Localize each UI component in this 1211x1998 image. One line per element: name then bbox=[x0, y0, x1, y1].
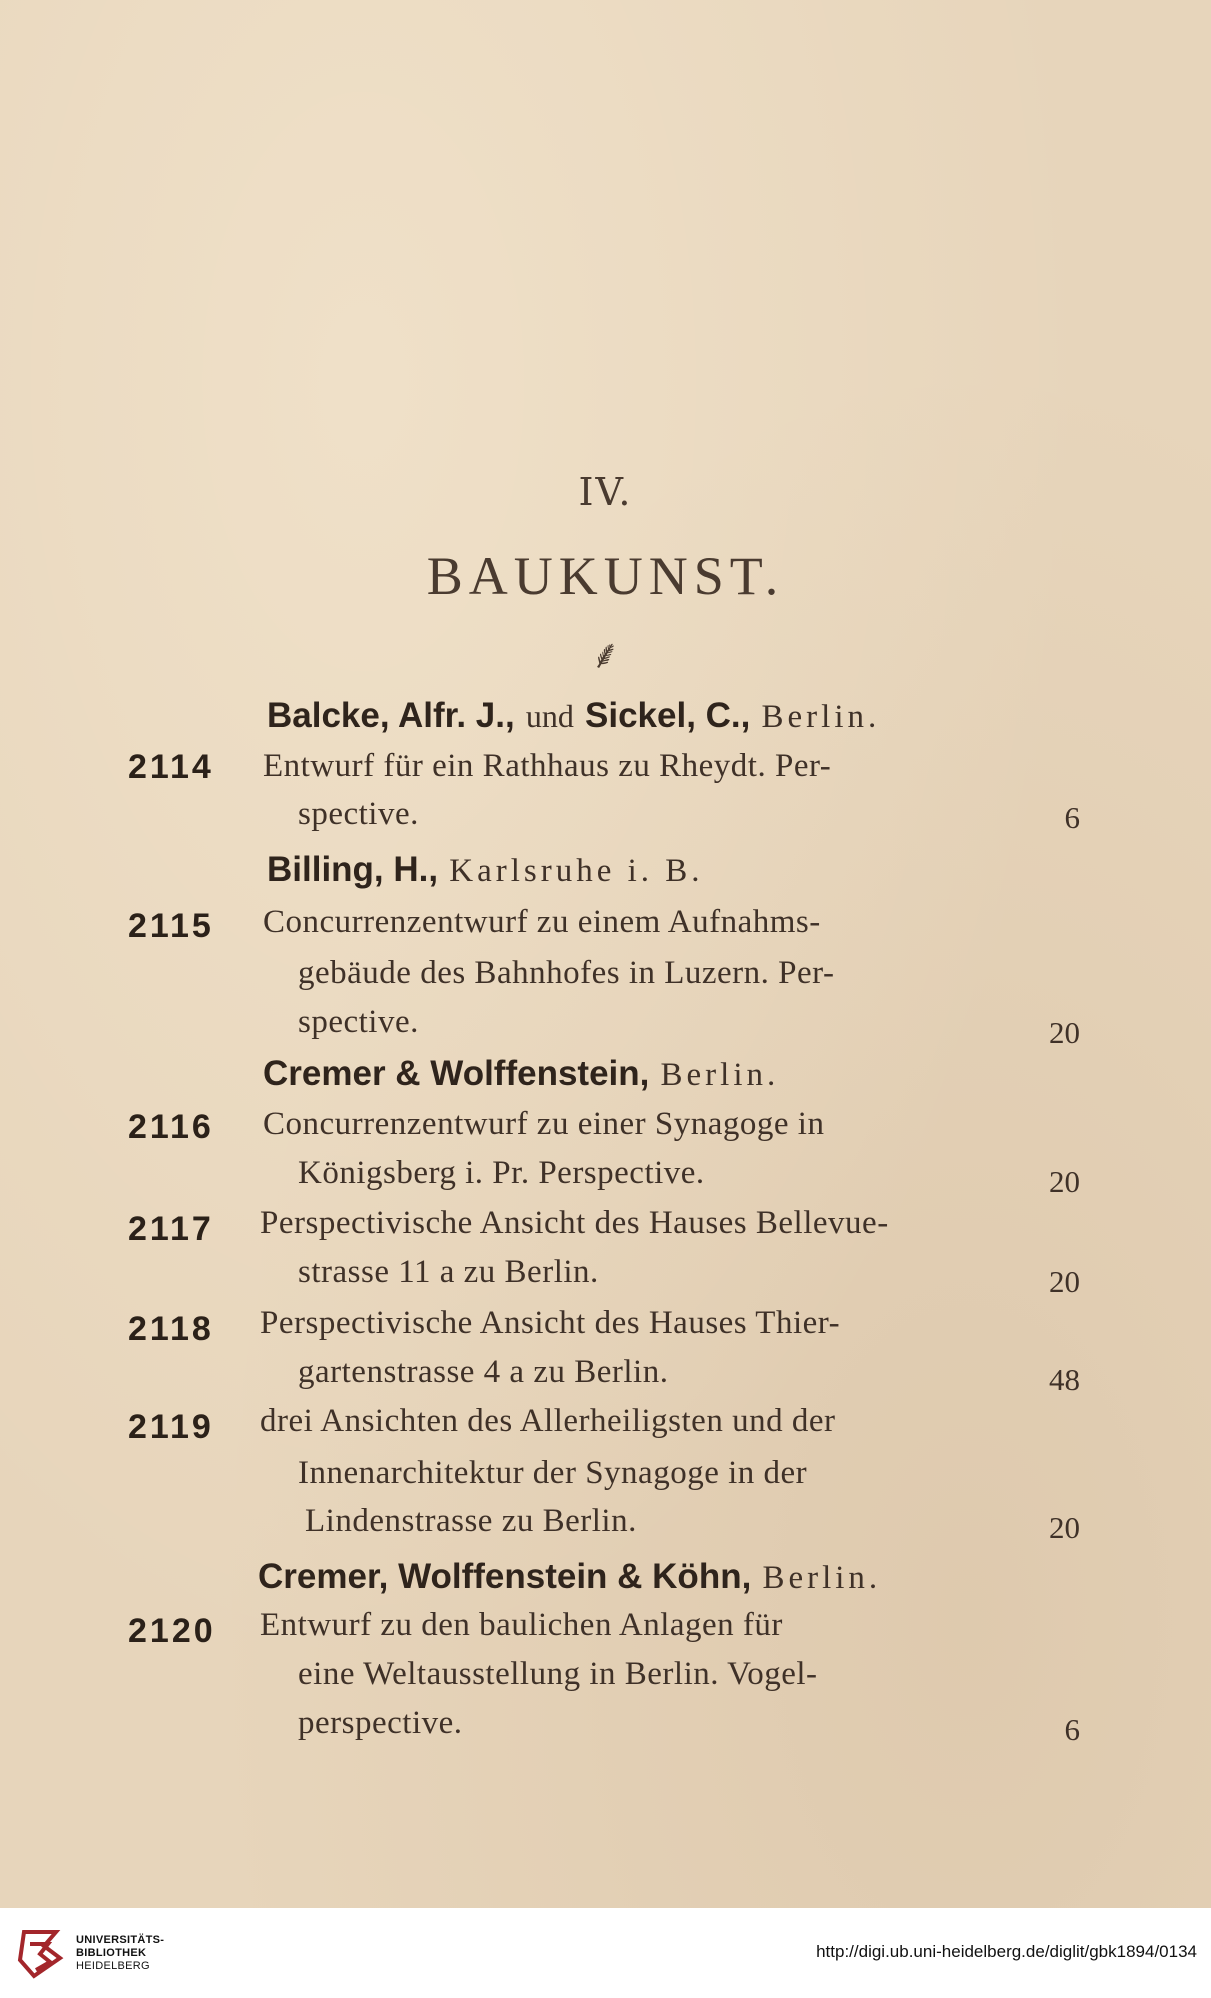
catalog-number: 2116 bbox=[128, 1108, 214, 1146]
price: 6 bbox=[1064, 1712, 1080, 1747]
work-description-line: Lindenstrasse zu Berlin. bbox=[305, 1503, 637, 1539]
work-description-line: Innenarchitektur der Synagoge in der bbox=[298, 1455, 808, 1491]
work-description-line: perspective. bbox=[298, 1705, 463, 1741]
library-name-line: BIBLIOTHEK bbox=[76, 1947, 147, 1959]
artist-heading bbox=[263, 1054, 779, 1094]
price: 20 bbox=[1049, 1510, 1080, 1545]
work-description-line: Concurrenzentwurf zu einem Aufnahms- bbox=[263, 904, 821, 940]
ub-heidelberg-logo-icon[interactable] bbox=[10, 1924, 70, 1984]
artist-location: Berlin. bbox=[761, 699, 881, 735]
artist-heading bbox=[258, 1557, 881, 1597]
work-description-line: Concurrenzentwurf zu einer Synagoge in bbox=[263, 1106, 825, 1142]
work-description-line: strasse 11 a zu Berlin. bbox=[298, 1254, 599, 1290]
price: 6 bbox=[1064, 800, 1080, 835]
library-name bbox=[76, 1934, 164, 1973]
work-description-line: Entwurf zu den baulichen Anlagen für bbox=[260, 1607, 783, 1643]
ornament-icon: ⸙ bbox=[590, 632, 621, 678]
artist-location: Karlsruhe i. B. bbox=[449, 853, 704, 889]
artist-location: Berlin. bbox=[660, 1057, 780, 1093]
catalog-number: 2115 bbox=[128, 907, 214, 945]
catalog-number: 2118 bbox=[128, 1310, 214, 1348]
work-description-line: spective. bbox=[298, 1004, 419, 1040]
work-description-line: Königsberg i. Pr. Perspective. bbox=[298, 1155, 705, 1191]
work-description-line: spective. bbox=[298, 796, 419, 832]
artist-heading bbox=[267, 696, 880, 736]
work-description-line: eine Weltausstellung in Berlin. Vogel- bbox=[298, 1656, 818, 1692]
section-title: BAUKUNST. bbox=[426, 546, 785, 606]
work-description-line: drei Ansichten des Allerheiligsten und der bbox=[260, 1403, 836, 1439]
price: 20 bbox=[1049, 1015, 1080, 1050]
library-name-line: HEIDELBERG bbox=[76, 1960, 150, 1972]
price: 20 bbox=[1049, 1164, 1080, 1199]
work-description-line: Perspectivische Ansicht des Hauses Thier- bbox=[260, 1305, 841, 1341]
library-name-line: UNIVERSITÄTS- bbox=[76, 1934, 165, 1946]
catalog-number: 2119 bbox=[128, 1408, 214, 1446]
work-description-line: Perspectivische Ansicht des Hauses Bellevue- bbox=[260, 1205, 889, 1241]
price: 20 bbox=[1049, 1264, 1080, 1299]
artist-name: Sickel, C., bbox=[585, 696, 751, 735]
section-number: IV. bbox=[578, 470, 633, 514]
viewer-footer bbox=[0, 1908, 1211, 1998]
catalog-number: 2120 bbox=[128, 1612, 216, 1650]
artist-name: Billing, H., bbox=[267, 850, 439, 889]
artist-heading bbox=[267, 850, 704, 890]
artist-name: Cremer, Wolffenstein & Köhn, bbox=[258, 1557, 752, 1596]
artist-name: Balcke, Alfr. J., bbox=[267, 696, 515, 735]
artist-name: Cremer & Wolffenstein, bbox=[263, 1054, 650, 1093]
work-description-line: Entwurf für ein Rathhaus zu Rheydt. Per- bbox=[263, 748, 832, 784]
permalink-url[interactable]: http://digi.ub.uni-heidelberg.de/diglit/gbk1894/0134 bbox=[816, 1942, 1197, 1961]
catalog-number: 2117 bbox=[128, 1210, 214, 1248]
catalog-number: 2114 bbox=[128, 748, 214, 786]
price: 48 bbox=[1049, 1362, 1080, 1397]
work-description-line: gebäude des Bahnhofes in Luzern. Per- bbox=[298, 955, 835, 991]
artist-location: Berlin. bbox=[762, 1560, 882, 1596]
work-description-line: gartenstrasse 4 a zu Berlin. bbox=[298, 1354, 669, 1390]
artist-conjunction: und bbox=[525, 698, 574, 734]
